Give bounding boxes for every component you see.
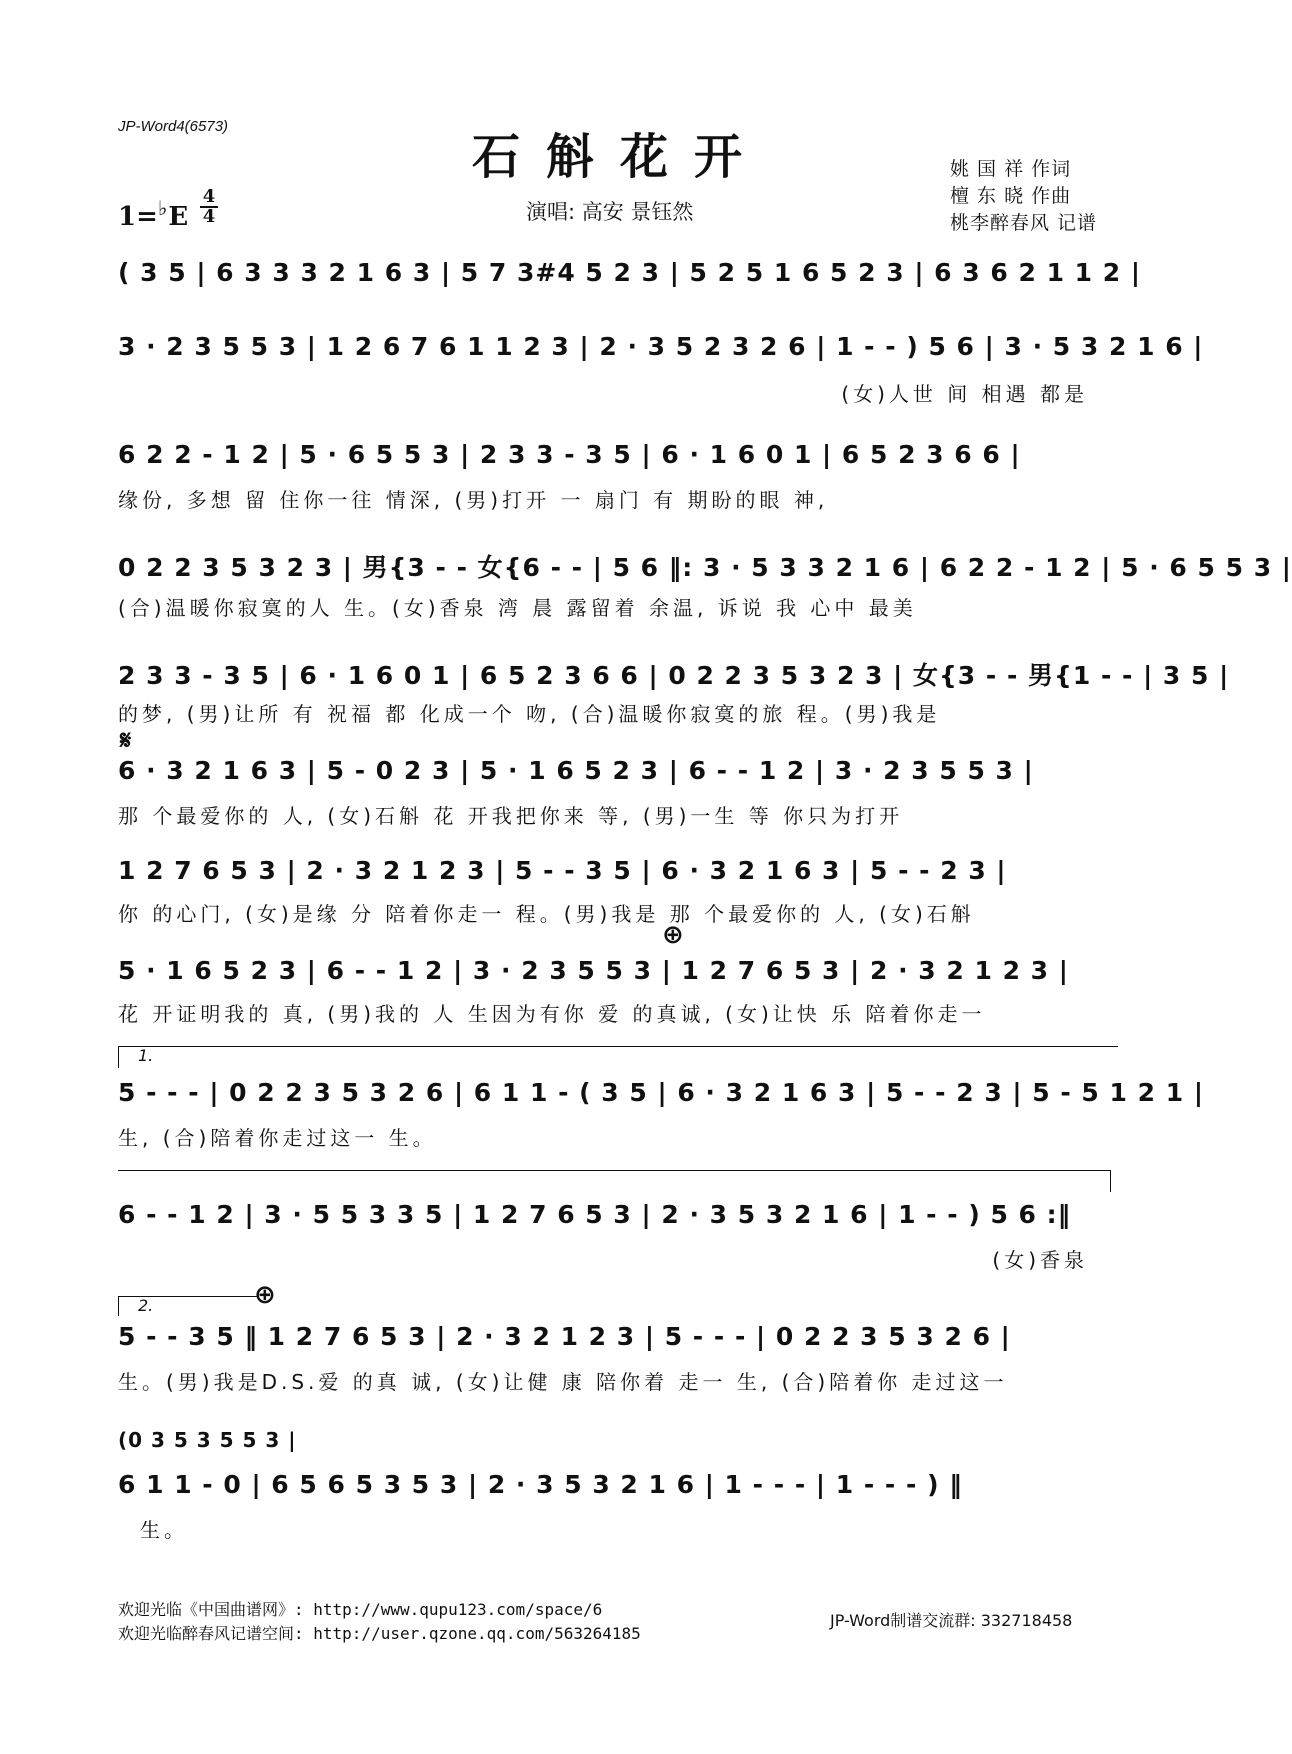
- flat-symbol: ♭: [157, 196, 168, 220]
- first-ending-end-tick: [1110, 1170, 1111, 1192]
- notation-row: 6 1 1 - 0 | 6 5 6 5 3 5 3 | 2 · 3 5 3 2 1 6 | 1 - - - | 1 - - - ) ‖: [118, 1470, 963, 1499]
- first-ending-label: 1.: [138, 1046, 154, 1065]
- notation-row: 5 - - - | 0 2 2 3 5 3 2 6 | 6 1 1 - ( 3 5 | 6 · 3 2 1 6 3 | 5 - - 2 3 | 5 - 5 1 2 1 |: [118, 1078, 1204, 1107]
- notation-row: 6 · 3 2 1 6 3 | 5 - 0 2 3 | 5 · 1 6 5 2 3 | 6 - - 1 2 | 3 · 2 3 5 5 3 |: [118, 756, 1034, 785]
- segno-icon: 𝄋: [120, 726, 132, 756]
- notation-row: 1 2 7 6 5 3 | 2 · 3 2 1 2 3 | 5 - - 3 5 | 6 · 3 2 1 6 3 | 5 - - 2 3 |: [118, 856, 1007, 885]
- first-ending-bracket-cont: [118, 1170, 1110, 1171]
- footer-group: JP-Word制谱交流群: 332718458: [830, 1611, 1073, 1630]
- key-note: E: [168, 202, 189, 232]
- footer-link-2: 欢迎光临醉春风记谱空间: http://user.qzone.qq.com/563264185: [118, 1624, 641, 1643]
- second-ending-tick: [118, 1296, 119, 1316]
- notation-row: 6 2 2 - 1 2 | 5 · 6 5 5 3 | 2 3 3 - 3 5 | 6 · 1 6 0 1 | 6 5 2 3 6 6 |: [118, 440, 1021, 469]
- coda-icon: ⊕: [662, 920, 684, 950]
- key-signature: [118, 186, 216, 232]
- lyric-row: 生, (合)陪着你走过这一 生。: [118, 1126, 437, 1150]
- time-signature: [200, 188, 218, 226]
- footer-link-1: 欢迎光临《中国曲谱网》: http://www.qupu123.com/space/6: [118, 1600, 603, 1619]
- notation-row: 5 - - 3 5 ‖ 1 2 7 6 5 3 | 2 · 3 2 1 2 3 | 5 - - - | 0 2 2 3 5 3 2 6 |: [118, 1322, 1011, 1351]
- time-bottom: 4: [200, 206, 218, 226]
- notation-row: ( 3 5 | 6 3 3 3 2 1 6 3 | 5 7 3#4 5 2 3 | 5 2 5 1 6 5 2 3 | 6 3 6 2 1 1 2 |: [118, 258, 1141, 287]
- notation-row: 0 2 2 3 5 3 2 3 | 男{3 - - 女{6 - - | 5 6 ‖: 3 · 5 3 3 2 1 6 | 6 2 2 - 1 2 | 5 · 6 5 5 3 |: [118, 553, 1292, 582]
- lyric-row: (女)人世 间 相遇 都是: [841, 382, 1088, 406]
- lyric-row: 缘份, 多想 留 住你一往 情深, (男)打开 一 扇门 有 期盼的眼 神,: [118, 488, 829, 512]
- lyric-row: 那 个最爱你的 人, (女)石斛 花 开我把你来 等, (男)一生 等 你只为打开: [118, 804, 904, 828]
- software-label: JP-Word4(6573): [118, 118, 229, 135]
- first-ending-tick: [118, 1046, 119, 1068]
- lyric-row: 生。(男)我是D.S.爱 的真 诚, (女)让健 康 陪你着 走一 生, (合)陪着你 走过这一: [118, 1370, 1008, 1394]
- lyric-row: 的梦, (男)让所 有 祝福 都 化成一个 吻, (合)温暖你寂寞的旅 程。(男)我是: [118, 702, 941, 726]
- composer-credit: 檀 东 晓 作曲: [950, 185, 1072, 207]
- lyric-row: (女)香泉: [992, 1248, 1088, 1272]
- singer-line: 演唱: 高安 景钰然: [526, 200, 694, 224]
- lyric-row: 花 开证明我的 真, (男)我的 人 生因为有你 爱 的真诚, (女)让快 乐 陪着你走一: [118, 1002, 986, 1026]
- notation-row: 2 3 3 - 3 5 | 6 · 1 6 0 1 | 6 5 2 3 6 6 | 0 2 2 3 5 3 2 3 | 女{3 - - 男{1 - - | 3 5 |: [118, 661, 1230, 690]
- notation-row: 6 - - 1 2 | 3 · 5 5 3 3 5 | 1 2 7 6 5 3 | 2 · 3 5 3 2 1 6 | 1 - - ) 5 6 :‖: [118, 1200, 1072, 1229]
- credits: [950, 156, 1097, 237]
- first-ending-bracket: [118, 1046, 1118, 1047]
- notation-row-upper: (0 3 5 3 5 5 3 |: [118, 1428, 297, 1452]
- coda-icon: ⊕: [254, 1280, 276, 1310]
- notation-row: 5 · 1 6 5 2 3 | 6 - - 1 2 | 3 · 2 3 5 5 3 | 1 2 7 6 5 3 | 2 · 3 2 1 2 3 |: [118, 956, 1069, 985]
- lyric-row: 生。: [140, 1518, 188, 1542]
- lyric-row: (合)温暖你寂寞的人 生。(女)香泉 湾 晨 露留着 余温, 诉说 我 心中 最美: [118, 596, 917, 620]
- lyric-row: 你 的心门, (女)是缘 分 陪着你走一 程。(男)我是 那 个最爱你的 人, (女)石斛: [118, 902, 975, 926]
- second-ending-label: 2.: [138, 1296, 154, 1315]
- time-top: 4: [202, 186, 216, 207]
- footer-links: [118, 1598, 641, 1646]
- key-prefix: 1=: [118, 202, 158, 232]
- song-title: 石斛花开: [471, 129, 768, 185]
- notation-row: 3 · 2 3 5 5 3 | 1 2 6 7 6 1 1 2 3 | 2 · 3 5 2 3 2 6 | 1 - - ) 5 6 | 3 · 5 3 2 1 6 |: [118, 332, 1204, 361]
- lyricist-credit: 姚 国 祥 作词: [950, 158, 1072, 180]
- transcriber-credit: 桃李醉春风 记谱: [950, 212, 1098, 234]
